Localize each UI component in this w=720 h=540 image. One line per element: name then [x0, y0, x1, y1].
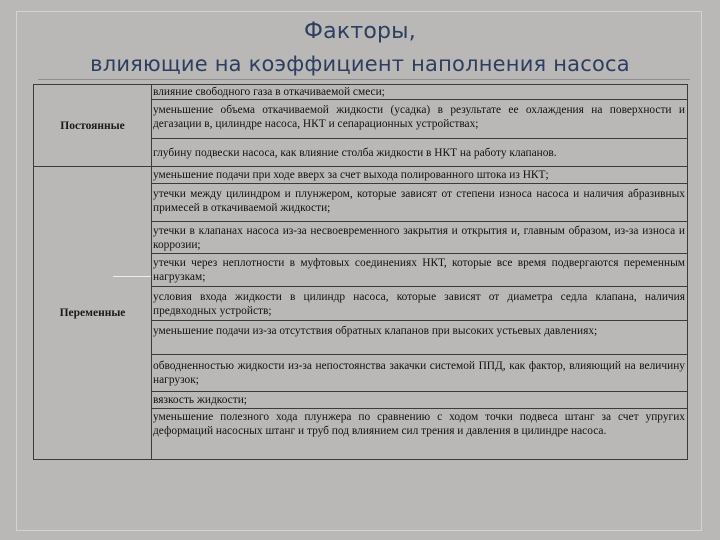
category-variable: Переменные — [34, 167, 152, 460]
factor-item: уменьшение полезного хода плунжера по сравнению с ходом точки подвеса штанг за счет упругих деформаций насосных штанг и труб под влиянием сил трения и давления в цилиндре насоса. — [152, 409, 688, 460]
factor-item: вязкость жидкости; — [152, 392, 688, 409]
factors-table — [33, 84, 688, 460]
factor-item: утечки между цилиндром и плунжером, которые зависят от степени износа насоса и наличия абразивных примесей в откачиваемой жидкости; — [152, 184, 688, 222]
slide-subtitle: влияющие на коэффициент наполнения насоса — [90, 52, 630, 76]
category-permanent: Постоянные — [34, 85, 152, 167]
factor-item: утечки в клапанах насоса из-за несвоевременного закрытия и открытия и, главным образом, из-за износа и коррозии; — [152, 222, 688, 254]
decorative-line — [113, 276, 151, 277]
factor-item: обводненностью жидкости из-за непостоянства закачки системой ППД, как фактор, влияющий на величину нагрузок; — [152, 355, 688, 392]
slide-title: Факторы, — [304, 19, 416, 44]
factor-item: условия входа жидкости в цилиндр насоса, которые зависят от диаметра седла клапана, наличия предвходных устройств; — [152, 287, 688, 321]
title-underline — [38, 79, 690, 80]
factor-item: уменьшение объема откачиваемой жидкости (усадка) в результате ее охлаждения на поверхности и дегазации в, цилиндре насоса, НКТ и сепарационных устройствах; — [152, 100, 688, 139]
factor-item: уменьшение подачи при ходе вверх за счет выхода полированного штока из НКТ; — [152, 167, 688, 184]
table-row — [34, 85, 688, 100]
factor-item: глубину подвески насоса, как влияние столба жидкости в НКТ на работу клапанов. — [152, 139, 688, 167]
table-row — [34, 167, 688, 184]
factor-item: уменьшение подачи из-за отсутствия обратных клапанов при высоких устьевых давлениях; — [152, 321, 688, 355]
factor-item: утечки через неплотности в муфтовых соединениях НКТ, которые все время подвергаются переменным нагрузкам; — [152, 254, 688, 287]
factor-item: влияние свободного газа в откачиваемой смеси; — [152, 85, 688, 100]
